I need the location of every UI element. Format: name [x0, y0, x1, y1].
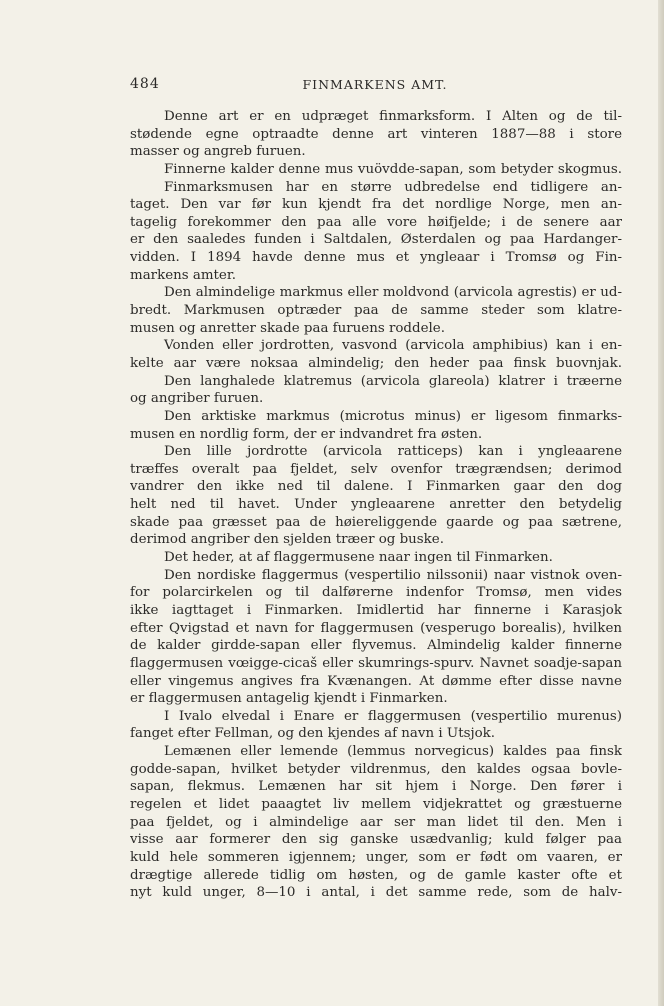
- text-line: Denne art er en udpræget finmarksform. I Alten og de til-: [164, 109, 622, 124]
- text-line: Det heder, at af flaggermusene naar ingen til Finmarken.: [164, 550, 553, 566]
- text-line: Den nordiske flaggermus (vespertilio nilssonii) naar vistnok oven-: [164, 567, 622, 583]
- text-line: vandrer den ikke ned til dalene. I Finmarken gaar den dog: [130, 479, 622, 495]
- text-line: for polarcirkelen og til dalførerne indenfor Tromsø, men vides: [130, 585, 622, 601]
- text-line: godde-sapan, hvilket betyder vildrenmus, den kaldes ogsaa bovle-: [130, 761, 622, 777]
- text-line: vidden. I 1894 havde denne mus et yngleaar i Tromsø og Fin-: [130, 250, 622, 266]
- text-line: ikke iagttaget i Finmarken. Imidlertid har finnerne i Karasjok: [130, 602, 622, 618]
- text-line: Finnerne kalder denne mus vuövdde-sapan, som betyder skogmus.: [164, 161, 622, 177]
- text-line: kuld hele sommeren igjennem; unger, som er født om vaaren, er: [130, 849, 622, 865]
- text-line: kelte aar være noksaa almindelig; den heder paa finsk buovnjak.: [130, 355, 622, 371]
- text-line: regelen et lidet paaagtet liv mellem vidjekrattet og græstuerne: [130, 796, 622, 812]
- text-line: sapan, flekmus. Lemænen har sit hjem i Norge. Den fører i: [130, 779, 622, 795]
- body-text: [130, 108, 622, 902]
- text-line: Lemænen eller lemende (lemmus norvegicus) kaldes paa finsk: [164, 744, 622, 760]
- text-line: er flaggermusen antagelig kjendt i Finmarken.: [130, 691, 448, 707]
- text-line: efter Qvigstad et navn for flaggermusen (vesperugo borealis), hvilken: [130, 620, 622, 636]
- text-line: markens amter.: [130, 267, 237, 283]
- text-line: Den arktiske markmus (microtus minus) er ligesom finmarks-: [164, 408, 622, 424]
- text-line: skade paa græsset paa de høiereliggende gaarde og paa sætrene,: [130, 514, 622, 530]
- text-line: helt ned til havet. Under yngleaarene anretter den betydelig: [130, 497, 622, 513]
- text-line: Den lille jordrotte (arvicola ratticeps) kan i yngleaarene: [164, 444, 622, 460]
- page-edge: [658, 0, 664, 1006]
- text-line: de kalder girdde-sapan eller flyvemus. Almindelig kalder finnerne: [130, 638, 622, 654]
- running-title: FINMARKENS AMT.: [302, 77, 448, 92]
- text-line: I Ivalo elvedal i Enare er flaggermusen (vespertilio murenus): [164, 708, 622, 724]
- text-line: tagelig forekommer den paa alle vore høifjelde; i de senere aar: [130, 214, 622, 230]
- text-line: Den almindelige markmus eller moldvond (arvicola agrestis) er ud-: [164, 285, 622, 301]
- page-header: [130, 76, 620, 96]
- text-line: nyt kuld unger, 8—10 i antal, i det samme rede, som de halv-: [130, 885, 622, 901]
- text-line: er den saaledes funden i Saltdalen, Østerdalen og paa Hardanger-: [130, 232, 622, 248]
- text-line: fanget efter Fellman, og den kjendes af navn i Utsjok.: [130, 726, 496, 742]
- text-line: flaggermusen vœigge-cicaš eller skumrings-spurv. Navnet soadje-sapan: [130, 655, 622, 671]
- text-line: bredt. Markmusen optræder paa de samme steder som klatre-: [130, 303, 622, 319]
- text-line: Den langhalede klatremus (arvicola glareola) klatrer i træerne: [164, 373, 622, 389]
- text-line: drægtige allerede tidlig om høsten, og de gamle kaster ofte et: [130, 867, 622, 883]
- text-line: paa fjeldet, og i almindelige aar ser man lidet til den. Men i: [130, 814, 622, 830]
- text-line: Finmarksmusen har en større udbredelse end tidligere an-: [164, 179, 622, 195]
- text-line: eller vingemus angives fra Kvænangen. At dømme efter disse navne: [130, 673, 622, 689]
- text-line: Vonden eller jordrotten, vasvond (arvicola amphibius) kan i en-: [164, 338, 622, 354]
- text-line: musen og anretter skade paa furuens roddele.: [130, 320, 445, 336]
- text-line: derimod angriber den sjelden træer og buske.: [130, 532, 444, 548]
- text-line: visse aar formerer den sig ganske usædvanlig; kuld følger paa: [130, 832, 622, 848]
- text-line: stødende egne optraadte denne art vinteren 1887—88 i store: [130, 126, 622, 142]
- text-line: musen en nordlig form, der er indvandret fra østen.: [130, 426, 483, 442]
- page-number: 484: [130, 76, 160, 92]
- text-line: taget. Den var før kun kjendt fra det nordlige Norge, men an-: [130, 197, 622, 213]
- text-line: træffes overalt paa fjeldet, selv ovenfor trægrændsen; derimod: [130, 461, 622, 477]
- text-line: masser og angreb furuen.: [130, 144, 306, 160]
- text-line: og angriber furuen.: [130, 391, 264, 407]
